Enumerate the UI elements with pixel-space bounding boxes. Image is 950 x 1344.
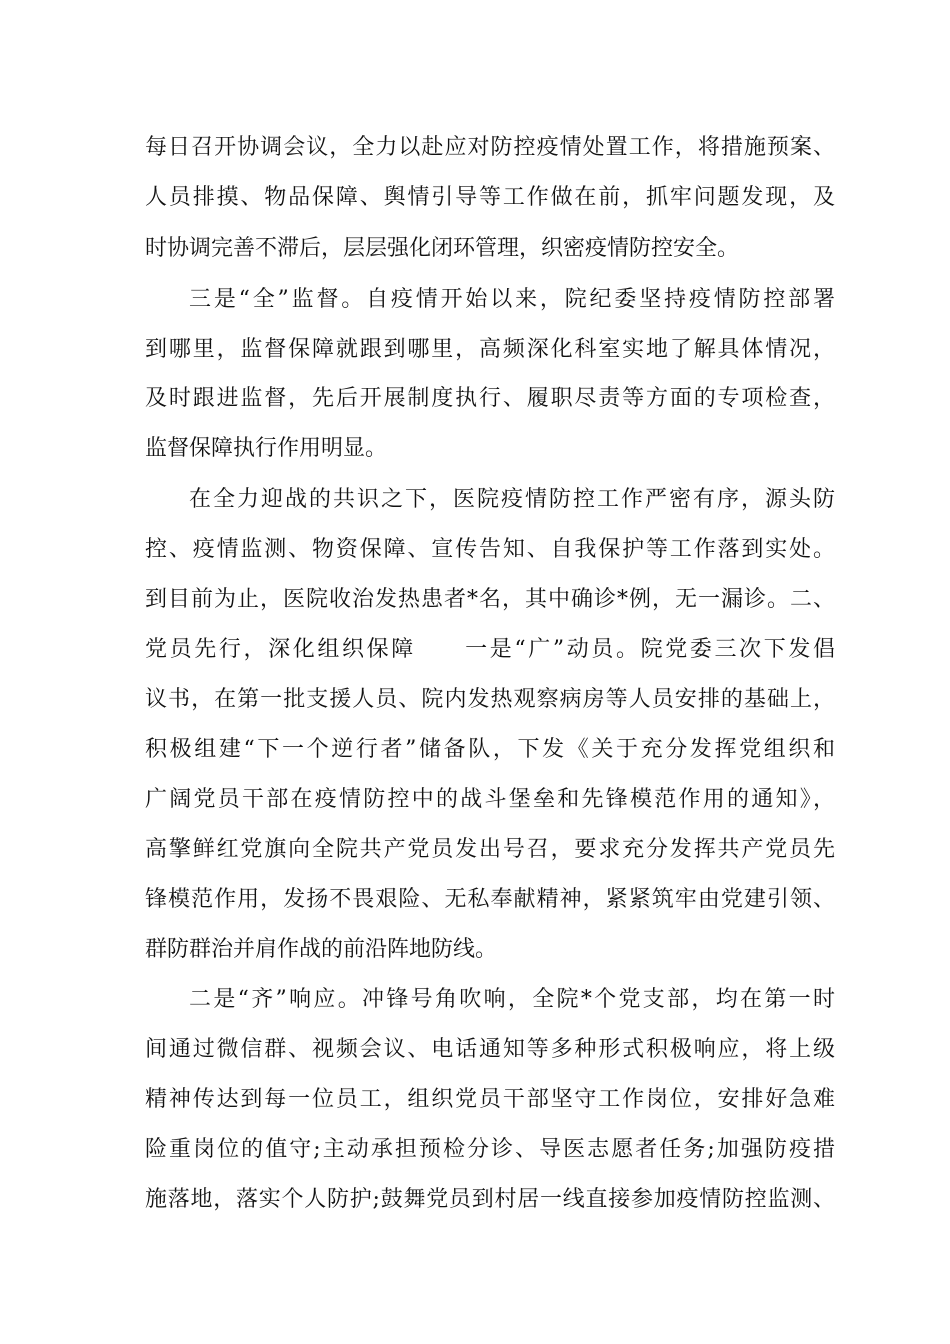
text-line-5: 到哪里，监督保障就跟到哪里，高频深化科室实地了解具体情况，	[145, 337, 835, 362]
text-line-20: 精神传达到每一位员工，组织党员干部坚守工作岗位，安排好急难	[145, 1087, 835, 1112]
text-line-1: 每日召开协调会议，全力以赴应对防控疫情处置工作，将措施预案、	[145, 135, 835, 160]
text-line-2: 人员排摸、物品保障、舆情引导等工作做在前，抓牢问题发现，及	[145, 185, 835, 210]
text-line-8: 在全力迎战的共识之下，医院疫情防控工作严密有序，源头防	[189, 487, 835, 512]
text-line-21: 险重岗位的值守;主动承担预检分诊、导医志愿者任务;加强防疫措	[145, 1137, 835, 1162]
text-line-7: 监督保障执行作用明显。	[145, 436, 388, 461]
text-line-6: 及时跟进监督，先后开展制度执行、履职尽责等方面的专项检查，	[145, 386, 835, 411]
text-line-22: 施落地，落实个人防护;鼓舞党员到村居一线直接参加疫情防控监测、	[145, 1187, 835, 1212]
text-line-18: 二是“齐”响应。冲锋号角吹响，全院*个党支部，均在第一时	[189, 987, 835, 1012]
text-line-12: 议书，在第一批支援人员、院内发热观察病房等人员安排的基础上，	[145, 687, 835, 712]
text-line-14: 广阔党员干部在疫情防控中的战斗堡垒和先锋模范作用的通知》，	[145, 787, 835, 812]
text-line-13: 积极组建“下一个逆行者”储备队，下发《关于充分发挥党组织和	[145, 737, 835, 762]
text-line-17: 群防群治并肩作战的前沿阵地防线。	[145, 937, 498, 962]
text-line-15: 高擎鲜红党旗向全院共产党员发出号召，要求充分发挥共产党员先	[145, 837, 835, 862]
text-line-9: 控、疫情监测、物资保障、宣传告知、自我保护等工作落到实处。	[145, 537, 835, 562]
text-line-16: 锋模范作用，发扬不畏艰险、无私奉献精神，紧紧筑牢由党建引领、	[145, 887, 835, 912]
text-line-3: 时协调完善不滞后，层层强化闭环管理，织密疫情防控安全。	[145, 236, 740, 261]
text-line-10: 到目前为止，医院收治发热患者*名，其中确诊*例，无一漏诊。二、	[145, 587, 835, 612]
text-line-11: 党员先行，深化组织保障 一是“广”动员。院党委三次下发倡	[145, 637, 835, 662]
text-line-4: 三是“全”监督。自疫情开始以来，院纪委坚持疫情防控部署	[189, 287, 835, 312]
text-line-19: 间通过微信群、视频会议、电话通知等多种形式积极响应，将上级	[145, 1037, 835, 1062]
